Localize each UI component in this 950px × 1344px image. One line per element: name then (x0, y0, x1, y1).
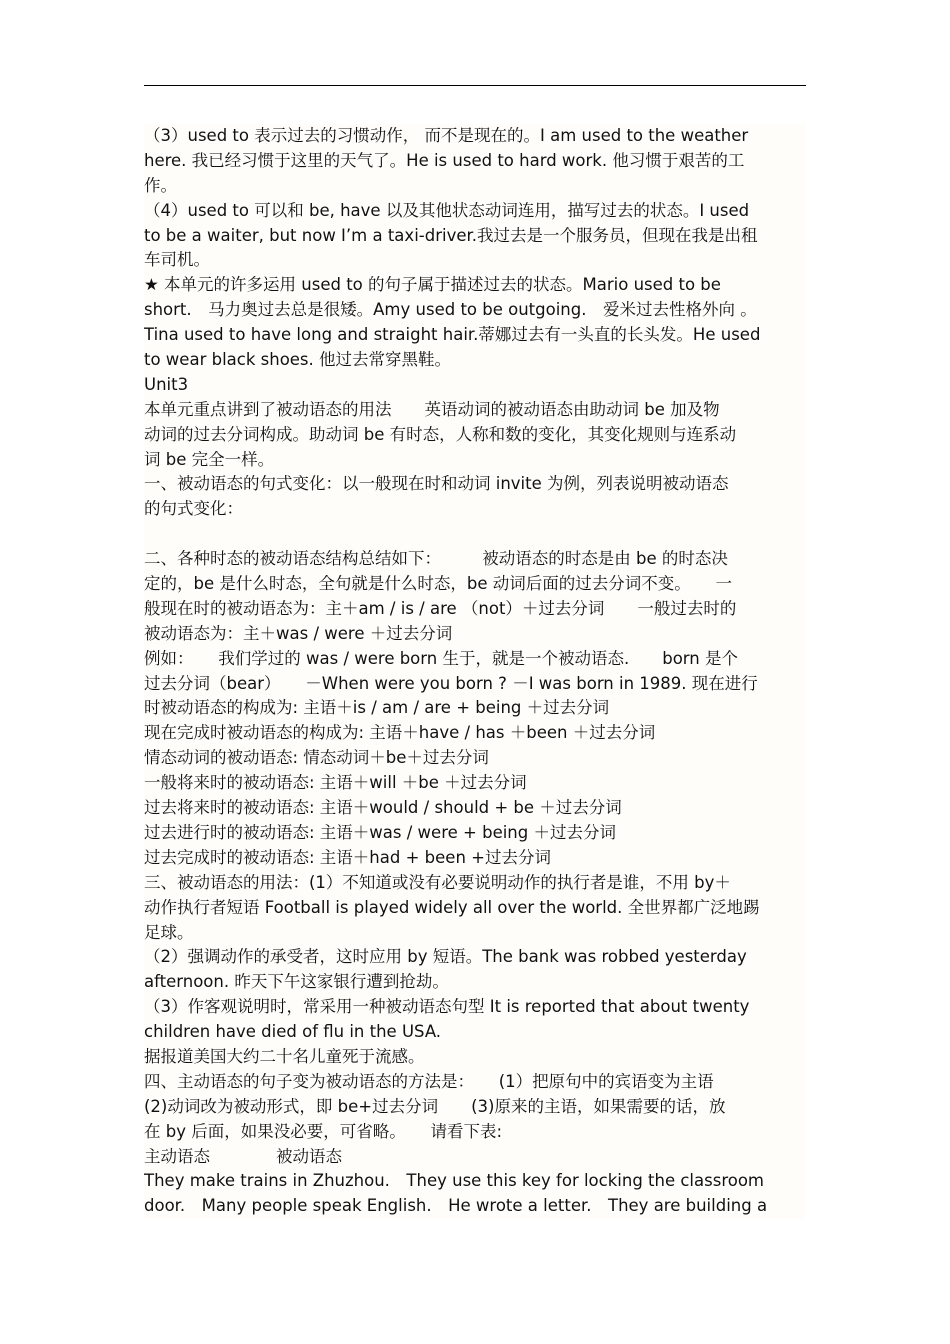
text-line: door. Many people speak English. He wrote a letter. They are building a (144, 1194, 806, 1219)
text-line: 车司机。 (144, 248, 806, 273)
text-line: 过去进行时的被动语态: 主语＋was / were + being ＋过去分词 (144, 821, 806, 846)
text-line: children have died of flu in the USA. (144, 1020, 806, 1045)
header-rule (144, 85, 806, 86)
text-line: （3）作客观说明时，常采用一种被动语态句型 It is reported that about twenty (144, 995, 806, 1020)
text-line: 动词的过去分词构成。助动词 be 有时态，人称和数的变化，其变化规则与连系动 (144, 423, 806, 448)
text-line: to be a waiter, but now I’m a taxi-driver.我过去是一个服务员，但现在我是出租 (144, 224, 806, 249)
text-line: here. 我已经习惯于这里的天气了。He is used to hard work. 他习惯于艰苦的工 (144, 149, 806, 174)
text-line: （2）强调动作的承受者，这时应用 by 短语。The bank was robbed yesterday (144, 945, 806, 970)
text-line: short. 马力奥过去总是很矮。Amy used to be outgoing. 爱米过去性格外向 。 (144, 298, 806, 323)
text-line: 情态动词的被动语态: 情态动词＋be＋过去分词 (144, 746, 806, 771)
blank-line (144, 522, 806, 547)
text-line: 本单元重点讲到了被动语态的用法 英语动词的被动语态由助动词 be 加及物 (144, 398, 806, 423)
text-line: 主动语态 被动语态 (144, 1145, 806, 1170)
text-line: 词 be 完全一样。 (144, 448, 806, 473)
text-line: 的句式变化： (144, 497, 806, 522)
text-line: 动作执行者短语 Football is played widely all over the world. 全世界都广泛地踢 (144, 896, 806, 921)
text-line: 过去将来时的被动语态: 主语＋would / should + be ＋过去分词 (144, 796, 806, 821)
text-line: Tina used to have long and straight hair.蒂娜过去有一头直的长头发。He used (144, 323, 806, 348)
text-line: 四、主动语态的句子变为被动语态的方法是： (1）把原句中的宾语变为主语 (144, 1070, 806, 1095)
text-line: 过去完成时的被动语态: 主语＋had + been +过去分词 (144, 846, 806, 871)
text-line: （4）used to 可以和 be, have 以及其他状态动词连用，描写过去的状态。I used (144, 199, 806, 224)
text-line: 在 by 后面，如果没必要，可省略。 请看下表: (144, 1120, 806, 1145)
text-line: (2)动词改为被动形式，即 be+过去分词 (3)原来的主语，如果需要的话，放 (144, 1095, 806, 1120)
text-line: 时被动语态的构成为: 主语＋is / am / are + being ＋过去分词 (144, 696, 806, 721)
text-line: ★ 本单元的许多运用 used to 的句子属于描述过去的状态。Mario used to be (144, 273, 806, 298)
text-line: 过去分词（bear） －When were you born ? －I was born in 1989. 现在进行 (144, 672, 806, 697)
text-line: 足球。 (144, 921, 806, 946)
text-line: 般现在时的被动语态为：主＋am / is / are （not）＋过去分词 一般过去时的 (144, 597, 806, 622)
text-line: （3）used to 表示过去的习惯动作， 而不是现在的。I am used to the weather (144, 124, 806, 149)
text-line: They make trains in Zhuzhou. They use this key for locking the classroom (144, 1169, 806, 1194)
text-line: afternoon. 昨天下午这家银行遭到抢劫。 (144, 970, 806, 995)
document-body (144, 124, 806, 1220)
text-line: 据报道美国大约二十名儿童死于流感。 (144, 1045, 806, 1070)
text-line: 一般将来时的被动语态: 主语＋will ＋be ＋过去分词 (144, 771, 806, 796)
text-line: to wear black shoes. 他过去常穿黑鞋。 (144, 348, 806, 373)
text-line: 定的，be 是什么时态，全句就是什么时态，be 动词后面的过去分词不变。 一 (144, 572, 806, 597)
text-line: 现在完成时被动语态的构成为: 主语＋have / has ＋been ＋过去分词 (144, 721, 806, 746)
section-heading: Unit3 (144, 373, 806, 398)
text-line: 一、被动语态的句式变化：以一般现在时和动词 invite 为例，列表说明被动语态 (144, 472, 806, 497)
text-line: 二、各种时态的被动语态结构总结如下： 被动语态的时态是由 be 的时态决 (144, 547, 806, 572)
text-line: 三、被动语态的用法：(1）不知道或没有必要说明动作的执行者是谁，不用 by＋ (144, 871, 806, 896)
text-line: 被动语态为：主＋was / were ＋过去分词 (144, 622, 806, 647)
text-line: 例如： 我们学过的 was / were born 生于，就是一个被动语态. born 是个 (144, 647, 806, 672)
text-line: 作。 (144, 174, 806, 199)
